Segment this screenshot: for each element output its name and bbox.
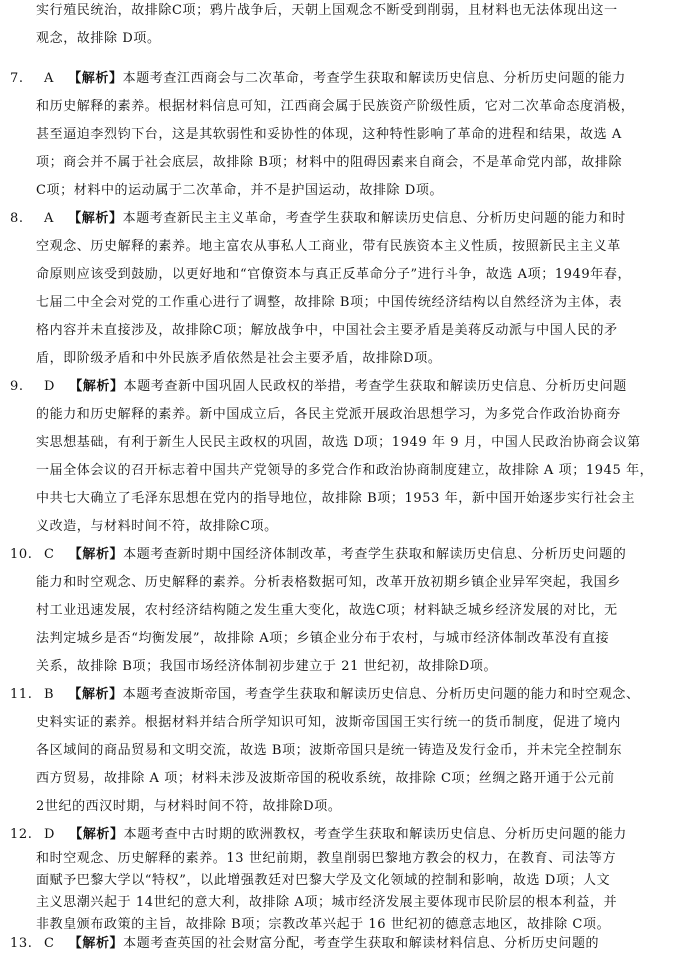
text-line: 各区域间的商品贸易和文明交流，故选 B项；波斯帝国只是统一铸造及发行金币，并未完全控制东	[36, 743, 623, 758]
text-line: 项；商会并不属于社会底层，故排除 B项；材料中的阻碍因素来自商会，不是革命党内部，故排除	[36, 155, 623, 170]
answer-item-12-first-line	[10, 826, 682, 846]
text-line: 本题考查英国的社会财富分配，考查学生获取和解读材料信息、分析历史问题的	[123, 936, 600, 951]
answer-letter: A	[44, 71, 54, 86]
text-line: 观念，故排除 D项。	[36, 31, 161, 46]
answer-item-7-first-line	[10, 70, 682, 90]
text-line: 村工业迅速发展，农村经济结构随之发生重大变化，故选C项；材料缺乏城乡经济发展的对比，无	[36, 603, 618, 618]
analysis-tag: 【解析】	[69, 379, 124, 394]
item-number: 13.	[10, 936, 33, 951]
text-line: 能力和时空观念、历史解释的素养。分析表格数据可知，改革开放初期乡镇企业异军突起，我国乡	[36, 575, 621, 590]
answer-letter: C	[44, 547, 55, 562]
text-line: 关系，故排除 B项；我国市场经济体制初步建立于 21 世纪初，故排除D项。	[36, 659, 498, 674]
analysis-tag: 【解析】	[68, 71, 123, 86]
text-line: 本题考查中古时期的欧洲教权，考查学生获取和解读历史信息、分析历史问题的能力	[123, 827, 627, 842]
text-line: 七届二中全会对党的工作重心进行了调整，故排除 B项；中国传统经济结构以自然经济为主体，表	[36, 295, 623, 310]
text-line: 法判定城乡是否“均衡发展”，故排除 A项；乡镇企业分布于农村，与城市经济体制改革没有直接	[36, 631, 610, 646]
text-line: 命原则应该受到鼓励，以更好地和“官僚资本与真正反革命分子”进行斗争，故选 A项；1949年春，	[36, 267, 632, 282]
text-line: 非教皇颁布政策的主旨，故排除 B项；宗教改革兴起于 16 世纪初的德意志地区，故排除 C项。	[36, 917, 611, 932]
analysis-tag: 【解析】	[68, 547, 124, 562]
item-number: 7.	[10, 71, 24, 86]
text-line: 面赋予巴黎大学以“特权”，以此增强教廷对巴黎大学及文化领域的控制和影响，故选 D项；人文	[36, 873, 611, 888]
text-line: 空观念、历史解释的素养。地主富农从事私人工商业，带有民族资本主义性质，按照新民主主义革	[36, 239, 621, 254]
text-line: 主义思潮兴起于 14世纪的意大利，故排除 A项；城市经济发展主要体现市民阶层的根本利益，并	[36, 895, 618, 910]
answer-item-10-first-line	[10, 546, 682, 566]
answer-item-13-first-line	[10, 935, 682, 951]
answer-letter: B	[44, 687, 55, 702]
answer-letter: C	[44, 936, 55, 951]
answer-letter: D	[44, 379, 56, 394]
text-line: 和历史解释的素养。根据材料信息可知，江西商会属于民族资产阶级性质，它对二次革命态度消极，	[36, 99, 635, 114]
answer-item-11-first-line	[10, 686, 682, 706]
item-number: 10.	[10, 547, 33, 562]
answer-item-9-first-line	[10, 378, 682, 398]
text-line: 本题考查新民主主义革命，考查学生获取和解读历史信息、分析历史问题的能力和时	[122, 211, 626, 226]
text-line: 甚至逼迫李烈钧下台，这是其软弱性和妥协性的体现，这种特性影响了革命的进程和结果，故选 A	[36, 127, 622, 142]
analysis-tag: 【解析】	[69, 827, 124, 842]
text-line: 格内容并未直接涉及，故排除C项；解放战争中，中国社会主要矛盾是美蒋反动派与中国人民的矛	[36, 323, 618, 338]
text-line: 本题考查波斯帝国，考查学生获取和解读历史信息、分析历史问题的能力和时空观念、	[122, 687, 640, 702]
text-line: C项；材料中的运动属于二次革命，并不是护国运动，故排除 D项。	[36, 183, 444, 198]
text-line: 盾，即阶级矛盾和中外民族矛盾依然是社会主要矛盾，故排除D项。	[36, 351, 442, 366]
text-line: 实行殖民统治，故排除C项；鸦片战争后，天朝上国观念不断受到削弱，且材料也无法体现出这一	[36, 3, 618, 18]
text-line: 本题考查江西商会与二次革命，考查学生获取和解读历史信息、分析历史问题的能力	[122, 71, 626, 86]
text-line: 义改造，与材料时间不符，故排除C项。	[36, 519, 278, 534]
answer-letter: D	[44, 827, 56, 842]
text-line: 本题考查新中国巩固人民政权的举措，考查学生获取和解读历史信息、分析历史问题	[123, 379, 627, 394]
analysis-tag: 【解析】	[68, 687, 123, 702]
text-line: 西方贸易，故排除 A 项；材料未涉及波斯帝国的税收系统，故排除 C项；丝绸之路开通于公元前	[36, 771, 615, 786]
answer-letter: A	[44, 211, 54, 226]
text-line: 史料实证的素养。根据材料并结合所学知识可知，波斯帝国国王实行统一的货币制度，促进了境内	[36, 715, 621, 730]
item-number: 12.	[10, 827, 33, 842]
text-line: 实思想基础，有利于新生人民民主政权的巩固，故选 D项；1949 年 9 月，中国人民政治协商会议第	[36, 435, 641, 450]
answer-item-8-first-line	[10, 210, 682, 230]
text-line: 中共七大确立了毛泽东思想在党内的指导地位，故排除 B项；1953 年，新中国开始逐步实行社会主	[36, 491, 636, 506]
analysis-tag: 【解析】	[68, 936, 124, 951]
item-number: 9.	[10, 379, 24, 394]
text-line: 一届全体会议的召开标志着中国共产党领导的多党合作和政治协商制度建立，故排除 A 项；1945 年，	[36, 463, 654, 478]
item-number: 11.	[10, 687, 33, 702]
text-line: 本题考查新时期中国经济体制改革，考查学生获取和解读历史信息、分析历史问题的	[123, 547, 627, 562]
text-line: 2世纪的西汉时期，与材料时间不符，故排除D项。	[36, 799, 342, 814]
text-line: 的能力和历史解释的素养。新中国成立后，各民主党派开展政治思想学习，为多党合作政治协商夯	[36, 407, 621, 422]
analysis-tag: 【解析】	[68, 211, 123, 226]
item-number: 8.	[10, 211, 24, 226]
text-line: 和时空观念、历史解释的素养。13 世纪前期，教皇削弱巴黎地方教会的权力，在教育、司法等方	[36, 851, 617, 866]
